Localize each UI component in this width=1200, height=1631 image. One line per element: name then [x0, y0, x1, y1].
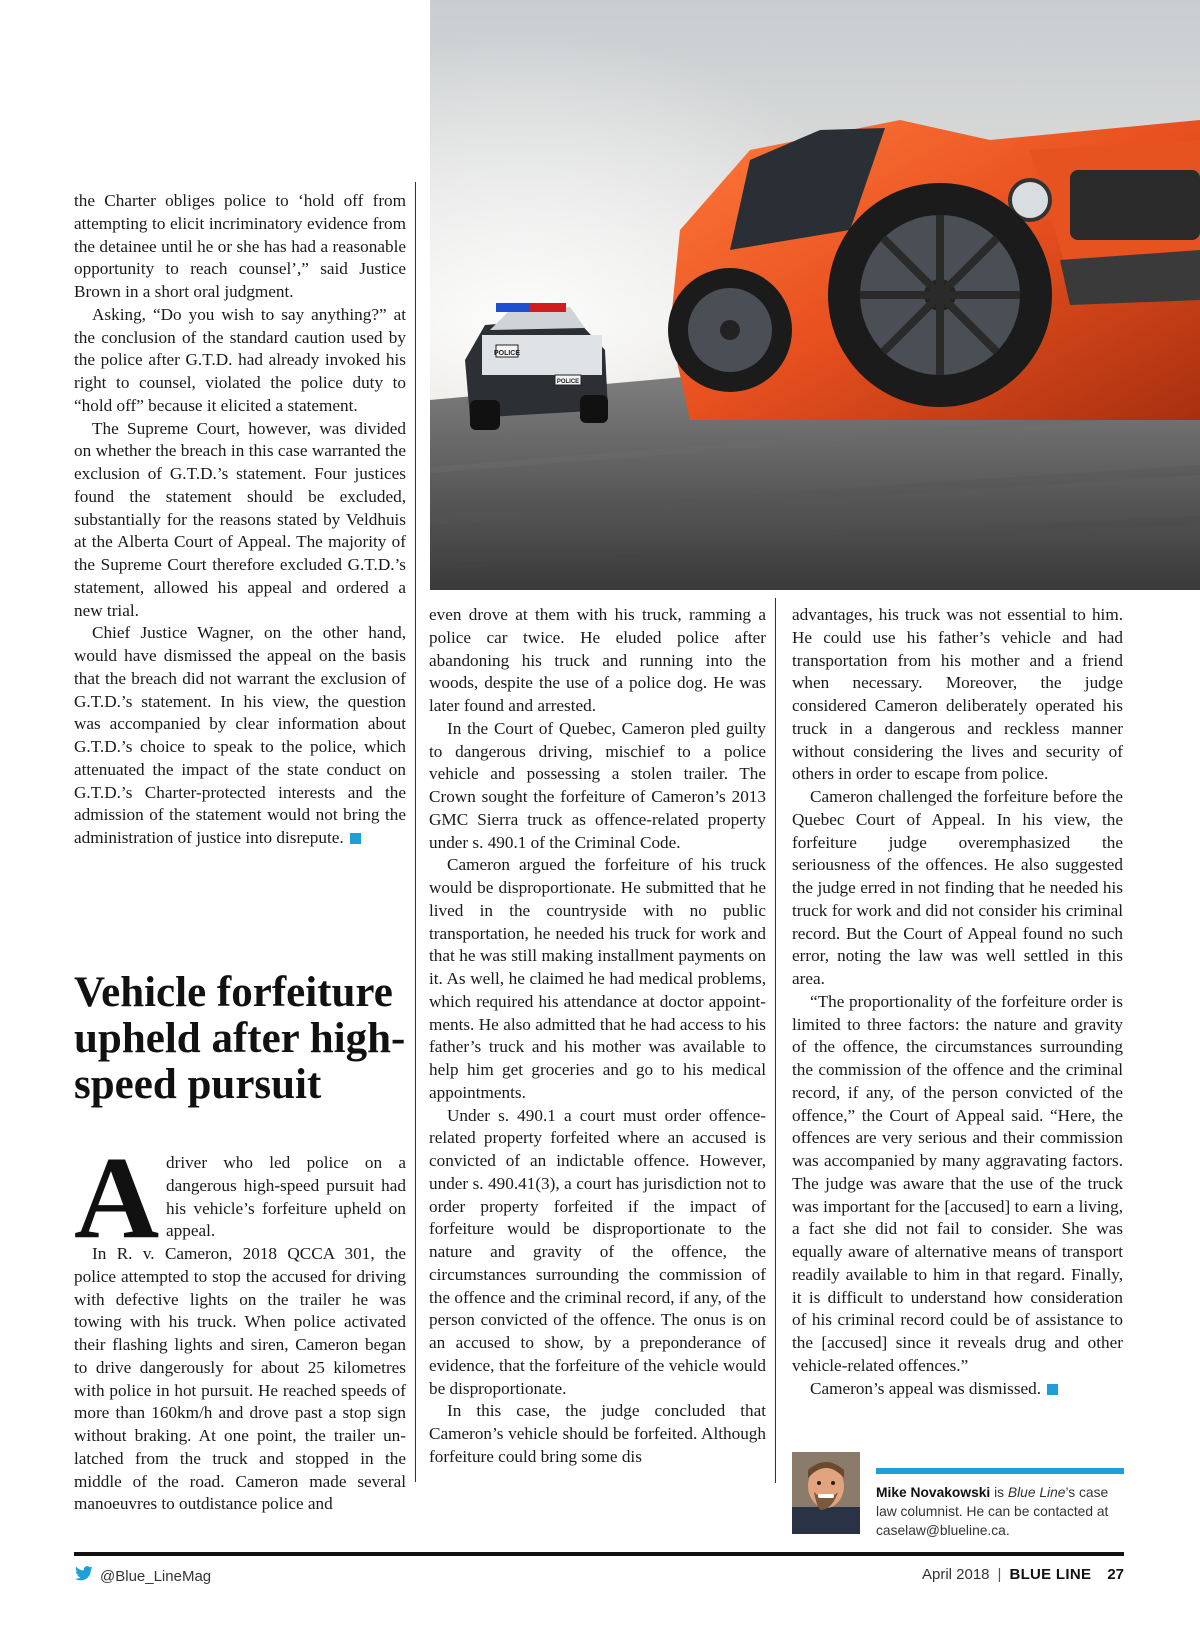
- article2-column1-body: [74, 1243, 406, 1516]
- article2-column2: [429, 604, 766, 1469]
- article1-paragraph: Chief Justice Wagner, on the other hand, would have dismissed the appeal on the basis that the breach did not warrant the exclusion of G.T.D.’s statement. In his view, the question was accompanied by clear information about G.T.D.’s choice to speak to the police, which attenuated the impact of the state conduct on G.T.D.’s Charter-protected interests and the admission of the statement would not bring the administration of justice into disrepute.: [74, 623, 406, 847]
- article2-paragraph: Cameron’s appeal was dismissed.: [810, 1378, 1042, 1398]
- folio-separator: |: [997, 1566, 1002, 1583]
- article2-paragraph: In R. v. Cameron, 2018 QCCA 301, the police attempted to stop the accused for driving with defective lights on the trailer he was towing with his truck. When police activated their flashing lights and siren, Cameron began to drive dangerously for about 25 kilometres with police in hot pursuit. He reached speeds of more than 160km/h and drove past a stop sign without braking. At one point, the trailer unlatched from the truck and stopped in the middle of the road. Cameron made several manoeuvres to outdistance police and: [74, 1244, 406, 1514]
- footer-folio: [922, 1566, 1124, 1583]
- article2-paragraph: In this case, the judge concluded that Cameron’s vehicle should be forfeited. Although forfeiture could bring some dis: [429, 1401, 766, 1466]
- article2-paragraph: Cameron argued the forfeiture of his truck would be disproportionate. He submitted that he lived in the countryside with no public transportation, he needed his truck for work and that he was still making installment payments on it. As well, he claimed he had medical problems, which required his attendance at doctor appointments. He also admitted that he had access to his father’s truck and his mother was available to help him get groceries and go to his medical appointments.: [429, 855, 766, 1102]
- column-divider: [415, 182, 416, 1482]
- magazine-name: BLUE LINE: [1009, 1566, 1092, 1583]
- article1-column: [74, 190, 406, 850]
- twitter-handle: @Blue_LineMag: [100, 1567, 212, 1585]
- end-mark-icon: [1047, 1384, 1058, 1395]
- article2-headline: Vehicle forfeiture upheld after high-speed pursuit: [74, 969, 406, 1108]
- article1-paragraph: The Supreme Court, however, was divided on whether the breach in this case warranted the exclusion of G.T.D.’s statement. Four justices found the statement should be excluded, substantially for the reasons stated by Veldhuis at the Alberta Court of Appeal. The majority of the Supreme Court therefore excluded G.T.D.’s statement, allowed his appeal and ordered a new trial.: [74, 418, 406, 620]
- author-name: Mike Novakowski: [876, 1485, 991, 1500]
- article2-paragraph: even drove at them with his truck, ramming a police car twice. He eluded police after abandoning his truck and running into the woods, despite the use of a police dog. He was later found and arrested.: [429, 605, 766, 715]
- bio-accent-bar: [876, 1468, 1124, 1474]
- article2-lead: driver who led police on a dangerous high-speed pursuit had his vehicle’s forfeiture upheld on appeal.: [166, 1153, 406, 1241]
- bio-magazine-name: Blue Line: [1007, 1485, 1066, 1500]
- hero-image: [430, 0, 1200, 590]
- article2-paragraph: Under s. 490.1 a court must order offence-related property forfeited where an accused is convicted of an indictable offence. However, under s. 490.41(3), a court has jurisdiction not to order property forfeited if the impact of forfeiture would be disproportionate to the nature and gravity of the offence, the circumstances surrounding the commission of the offence and the criminal record, if any, of the person convicted of the offence. The onus is on an accused to show, by a preponderance of evidence, that the forfeiture of the vehicle would be disproportionate.: [429, 1105, 766, 1398]
- article1-paragraph: the Charter obliges police to ‘hold off from attempting to elicit incriminatory evidence from the detainee until he or she has had a reasonable opportunity to reach counsel’,” said Justice Brown in a short oral judgment.: [74, 191, 406, 301]
- footer-social: [74, 1566, 211, 1586]
- page-number: 27: [1107, 1566, 1124, 1583]
- author-photo: [792, 1452, 860, 1534]
- police-lightbar-text: POLICE: [493, 350, 521, 357]
- issue-date: April 2018: [921, 1566, 990, 1583]
- twitter-bird-icon: [74, 1566, 94, 1586]
- bio-text-part: ’s case law columnist. He can be contacted at caselaw@blueline.ca.: [876, 1485, 1109, 1538]
- article2-paragraph: In the Court of Quebec, Cameron pled guilty to dangerous driving, mischief to a police vehicle and possessing a stolen trailer. The Crown sought the forfeiture of Cameron’s 2013 GMC Sierra truck as offence-related property under s. 490.1 of the Criminal Code.: [429, 718, 766, 852]
- article2-lead-block: [74, 1132, 406, 1516]
- author-bio: [876, 1483, 1124, 1540]
- article2-paragraph: advantages, his truck was not essential to him. He could use his father’s vehicle and had transportation from his mother and a friend when necessary. Moreover, the judge considered Cameron deliberately operated his truck in a dangerous and reckless manner without considering the lives and security of others in order to escape from police.: [792, 605, 1123, 784]
- article2-paragraph: Cameron challenged the forfeiture before the Quebec Court of Appeal. In his view, the forfeiture judge overemphasized the seriousness of the offences. He also suggested the judge erred in not finding that he needed his truck for work and did not consider his criminal record. But the Court of Appeal found no such error, noting the law was well settled in this area.: [792, 787, 1123, 988]
- article2-column3: [792, 604, 1123, 1400]
- article1-paragraph-last: [74, 622, 406, 850]
- column-divider: [775, 598, 776, 1483]
- bio-text-part: is: [990, 1485, 1008, 1500]
- police-plate-text: POLICE: [556, 379, 580, 385]
- orange-sports-car-illustration: [668, 120, 1200, 420]
- end-mark-icon: [350, 833, 361, 844]
- footer-rule: [74, 1552, 1124, 1556]
- drop-cap: A: [74, 1132, 160, 1263]
- article2-paragraph: “The proportionality of the forfeiture order is limited to three factors: the nature and gravity of the offence, the circumstances surrounding the commission of the offence and the criminal record, if any, of the person convicted of the offence,” the Court of Appeal said. “Here, the offences are very serious and their commission was accompanied by many aggravating factors. The judge was aware that the use of the truck was important for the [accused] to earn a living, a fact she did not fail to consider. She was equally aware of alternative means of transport readily available to him in that regard. Finally, it is difficult to understand how consideration of his criminal record could be of assistance to the [accused] since it reveals drug and other vehicle-related offences.”: [792, 991, 1123, 1375]
- article2-paragraph-last: [792, 1378, 1123, 1401]
- article1-paragraph: Asking, “Do you wish to say anything?” at the conclusion of the standard caution used by the police after G.T.D. had already invoked his right to counsel, violated the police duty to “hold off” because it elicited a statement.: [74, 304, 406, 415]
